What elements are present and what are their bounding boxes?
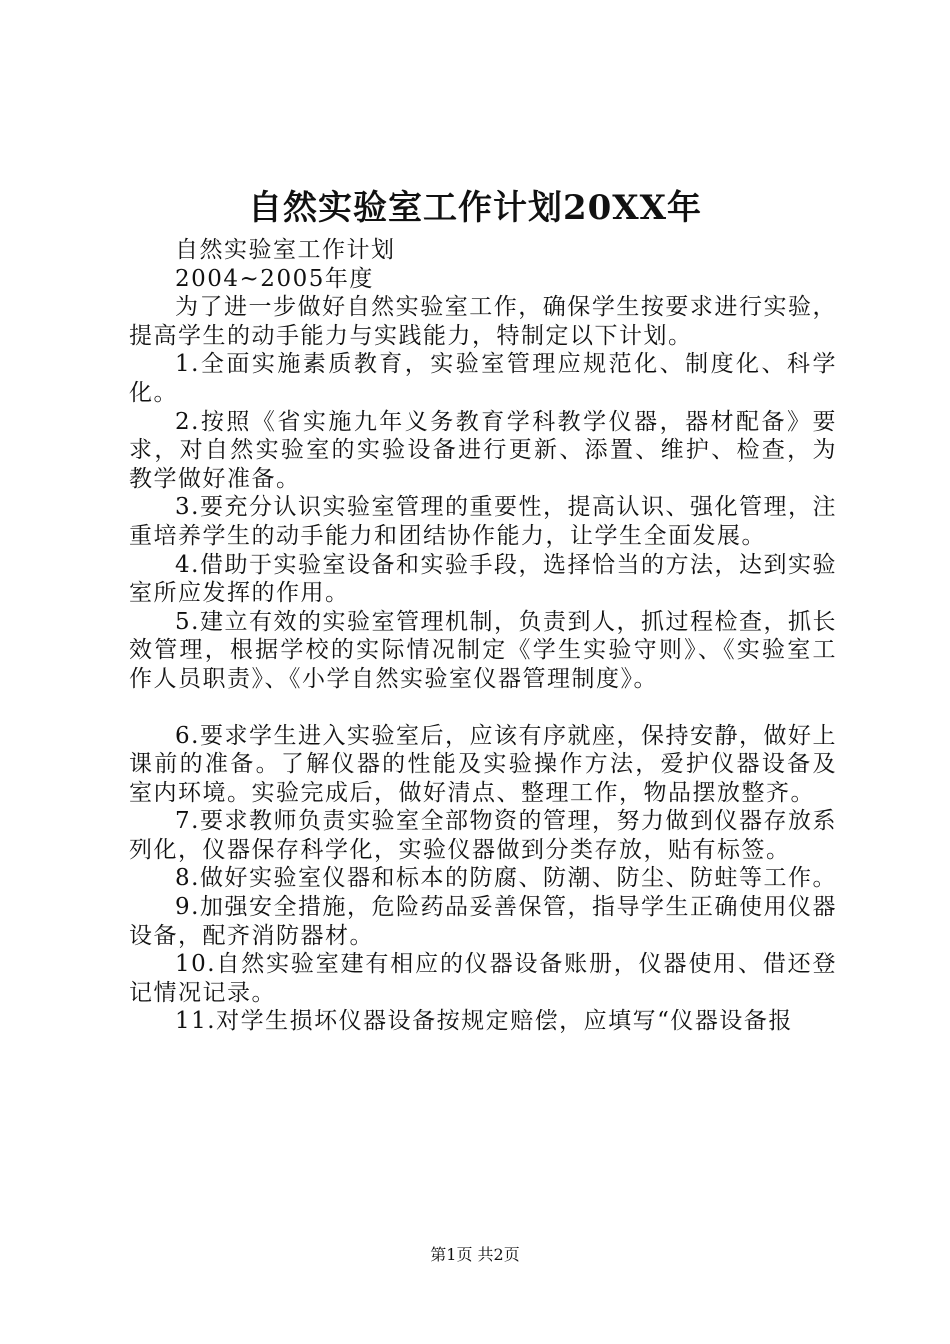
page-title: 自然实验室工作计划20XX年 xyxy=(247,188,703,228)
subtitle-paragraph: 自然实验室工作计划 xyxy=(175,237,396,263)
plan-item-3: 3.要充分认识实验室管理的重要性，提高认识、强化管理，注重培养学生的动手能力和团结协作能力，让学生全面发展。 xyxy=(129,494,837,549)
intro-paragraph: 为了进一步做好自然实验室工作，确保学生按要求进行实验，提高学生的动手能力与实践能力，特制定以下计划。 xyxy=(129,294,837,349)
plan-item-11: 11.对学生损坏仪器设备按规定赔偿，应填写“仪器设备报 xyxy=(175,1008,793,1035)
plan-item-6: 6.要求学生进入实验室后，应该有序就座，保持安静，做好上课前的准备。了解仪器的性能及实验操作方法，爱护仪器设备及室内环境。实验完成后，做好清点、整理工作，物品摆放整齐。 xyxy=(129,722,837,806)
school-year-paragraph: 2004~2005年度 xyxy=(175,265,374,292)
plan-item-5: 5.建立有效的实验室管理机制，负责到人，抓过程检查，抓长效管理，根据学校的实际情况制定《学生实验守则》、《实验室工作人员职责》、《小学自然实验室仪器管理制度》。 xyxy=(129,608,837,692)
plan-item-2: 2.按照《省实施九年义务教育学科教学仪器，器材配备》要求，对自然实验室的实验设备进行更新、添置、维护、检查，为教学做好准备。 xyxy=(129,408,837,492)
plan-item-4: 4.借助于实验室设备和实验手段，选择恰当的方法，达到实验室所应发挥的作用。 xyxy=(129,551,837,607)
document-body xyxy=(129,236,837,1036)
page-number-footer: 第1页 共2页 xyxy=(430,1245,520,1264)
plan-item-9: 9.加强安全措施，危险药品妥善保管，指导学生正确使用仪器设备，配齐消防器材。 xyxy=(129,894,837,949)
plan-item-10: 10.自然实验室建有相应的仪器设备账册，仪器使用、借还登记情况记录。 xyxy=(129,951,837,1006)
plan-item-1: 1.全面实施素质教育，实验室管理应规范化、制度化、科学化。 xyxy=(129,351,837,406)
plan-item-7: 7.要求教师负责实验室全部物资的管理，努力做到仪器存放系列化，仪器保存科学化，实验仪器做到分类存放，贴有标签。 xyxy=(129,808,837,863)
plan-item-8: 8.做好实验室仪器和标本的防腐、防潮、防尘、防蛀等工作。 xyxy=(175,865,837,892)
